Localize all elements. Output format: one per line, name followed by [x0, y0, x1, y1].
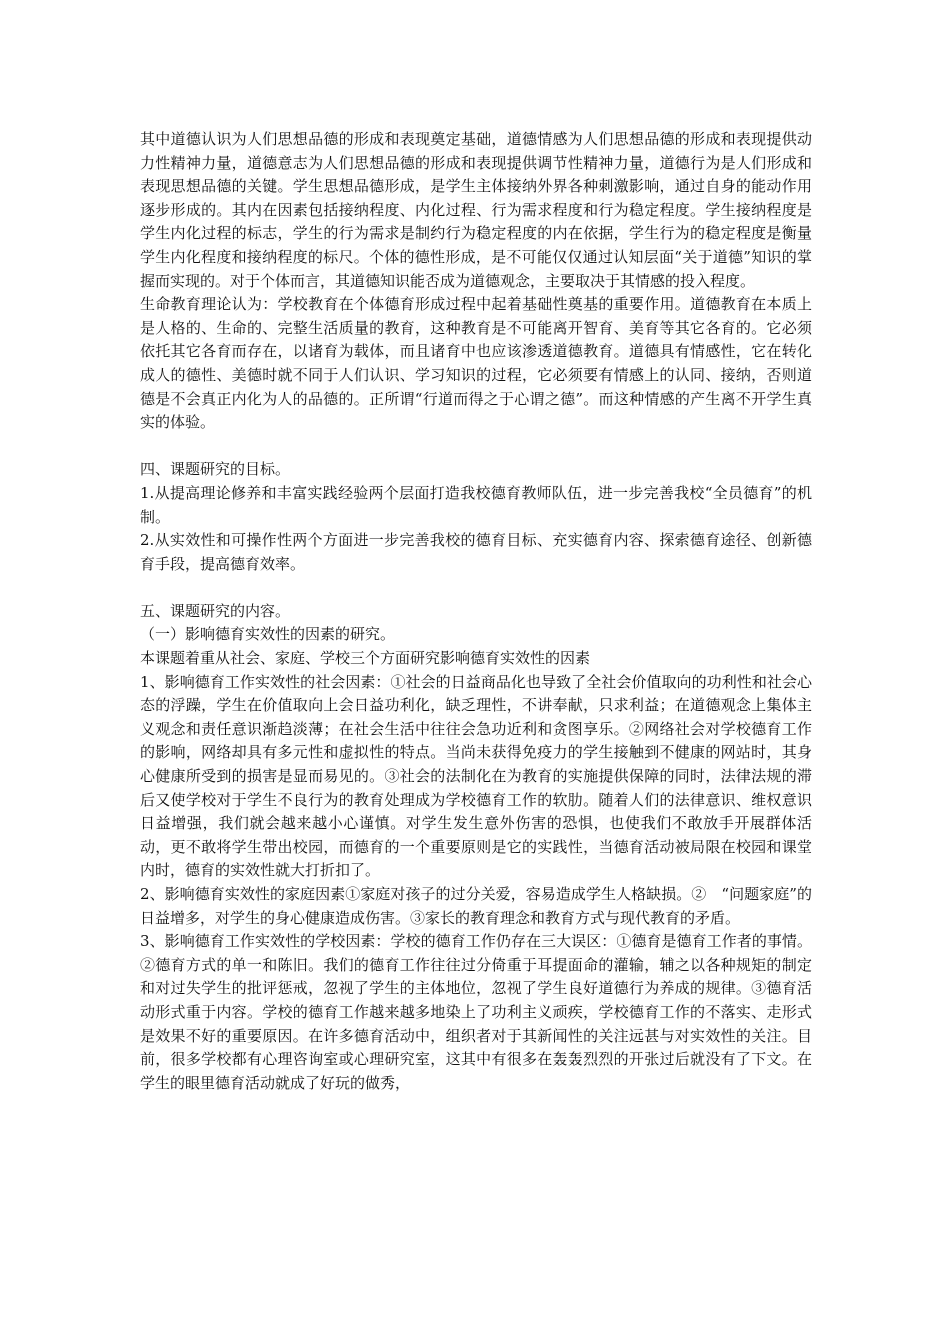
goal-item-2: 2.从实效性和可操作性两个方面进一步完善我校的德育目标、充实德育内容、探索德育途径、创新德育手段，提高德育效率。	[140, 531, 812, 573]
subsection-heading-factors: （一）影响德育实效性的因素的研究。	[140, 625, 396, 644]
spacer	[140, 435, 812, 459]
goal-item-1: 1.从提高理论修养和丰富实践经验两个层面打造我校德育教师队伍，进一步完善我校“全员德育”的机制。	[140, 483, 812, 526]
factors-intro: 本课题着重从社会、家庭、学校三个方面研究影响德育实效性的因素	[140, 649, 591, 668]
section-heading-content: 五、课题研究的内容。	[140, 601, 291, 620]
paragraph-moral-cognition: 其中道德认识为人们思想品德的形成和表现奠定基础，道德情感为人们思想品德的形成和表现提供动力性精神力量，道德意志为人们思想品德的形成和表现提供调节性精神力量，道德行为是人们形成和表现思想品德的关键。学生思想品德形成，是学生主体接纳外界各种刺激影响，通过自身的能动作用逐步形成的。其内在因素包括接纳程度、内化过程、行为需求程度和行为稳定程度。学生接纳程度是学生内化过程的标志，学生的行为需求是制约行为稳定程度的内在依据，学生行为的稳定程度是衡量学生内化程度和接纳程度的标尺。个体的德性形成，是不可能仅仅通过认知层面“关于道德”知识的掌握而实现的。对于个体而言，其道德知识能否成为道德观念，主要取决于其情感的投入程度。	[140, 130, 812, 290]
document-page	[140, 128, 812, 1095]
paragraph-life-education: 生命教育理论认为：学校教育在个体德育形成过程中起着基础性奠基的重要作用。道德教育在本质上是人格的、生命的、完整生活质量的教育，这种教育是不可能离开智育、美育等其它各育的。它必须依托其它各育而存在，以诸育为载体，而且诸育中也应该渗透道德教育。道德具有情感性，它在转化成人的德性、美德时就不同于人们认识、学习知识的过程，它必须要有情感上的认同、接纳，否则道德是不会真正内化为人的品德的。正所谓“行道而得之于心谓之德”。而这种情感的产生离不开学生真实的体验。	[140, 295, 812, 432]
factor-social: 1、影响德育工作实效性的社会因素：①社会的日益商品化也导致了全社会价值取向的功利性和社会心态的浮躁，学生在价值取向上会日益功利化，缺乏理性，不讲奉献，只求利益；在道德观念上集体主义观念和责任意识渐趋淡薄；在社会生活中往往会急功近利和贪图享乐。②网络社会对学校德育工作的影响，网络却具有多元性和虚拟性的特点。当尚未获得免疫力的学生接触到不健康的网站时，其身心健康所受到的损害是显而易见的。③社会的法制化在为教育的实施提供保障的同时，法律法规的滞后又使学校对于学生不良行为的教育处理成为学校德育工作的软肋。随着人们的法律意识、维权意识日益增强，我们就会越来越小心谨慎。对学生发生意外伤害的恐惧，也使我们不敢放手开展群体活动，更不敢将学生带出校园，而德育的一个重要原则是它的实践性，当德育活动被局限在校园和课堂内时，德育的实效性就大打折扣了。	[140, 672, 812, 880]
factor-family: 2、影响德育实效性的家庭因素①家庭对孩子的过分关爱，容易造成学生人格缺损。② “问题家庭”的日益增多，对学生的身心健康造成伤害。③家长的教育理念和教育方式与现代教育的矛盾。	[140, 885, 812, 927]
factor-school: 3、影响德育工作实效性的学校因素：学校的德育工作仍存在三大误区：①德育是德育工作者的事情。 ②德育方式的单一和陈旧。我们的德育工作往往过分倚重于耳提面命的灌输，辅之以各种规矩的制定和对过失学生的批评惩戒，忽视了学生的主体地位，忽视了学生良好道德行为养成的规律。③德育活动形式重于内容。学校的德育工作越来越多地染上了功利主义顽疾，学校德育工作的不落实、走形式是效果不好的重要原因。在许多德育活动中，组织者对于其新闻性的关注远甚与对实效性的关注。目前，很多学校都有心理咨询室或心理研究室，这其中有很多在轰轰烈烈的开张过后就没有了下文。在学生的眼里德育活动就成了好玩的做秀，	[140, 932, 812, 1092]
section-heading-goals: 四、课题研究的目标。	[140, 460, 291, 479]
spacer	[140, 576, 812, 600]
